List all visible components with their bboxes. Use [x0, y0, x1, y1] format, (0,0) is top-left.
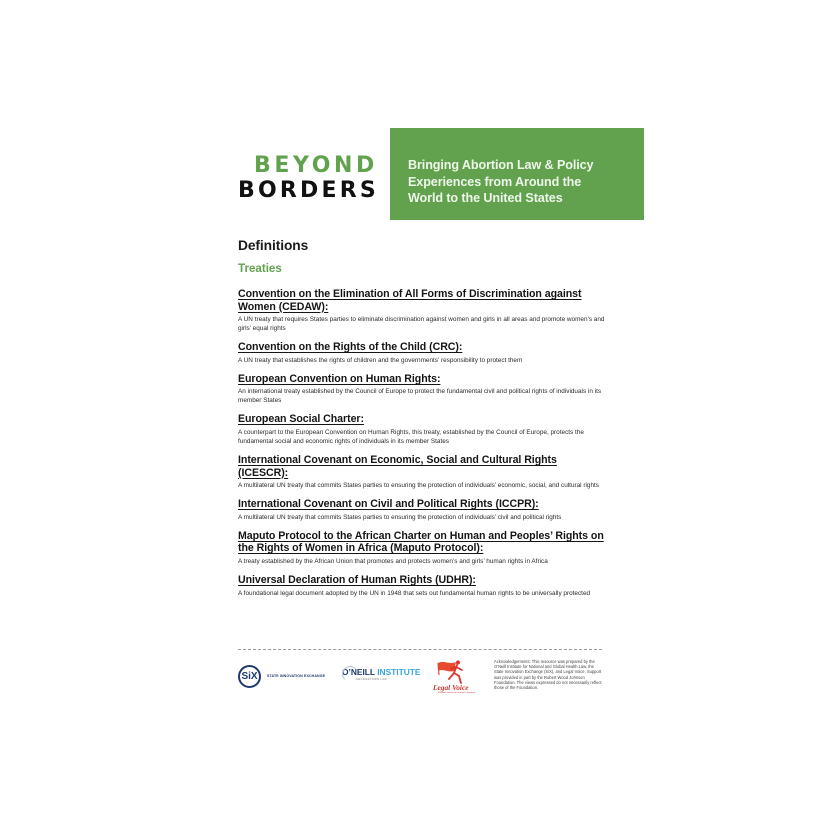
definition-term: International Covenant on Civil and Political Rights (ICCPR):	[238, 498, 539, 511]
page-title: Definitions	[238, 238, 309, 253]
logo-borders: BORDERS	[238, 178, 379, 203]
definitions-section	[238, 237, 606, 606]
six-wordmark: STATE INNOVATION EXCHANGE	[267, 674, 326, 678]
definition-description: A UN treaty that requires States parties to eliminate discrimination against women and girls in all areas and promote women’s and girls’ equal rights	[238, 316, 605, 333]
definition-list	[238, 288, 606, 598]
legal-voice-wordmark: Legal Voice	[433, 683, 469, 692]
footer-divider	[238, 649, 602, 650]
six-logo	[238, 664, 325, 688]
definition-item-crc	[238, 341, 606, 365]
definition-item-cedaw	[238, 288, 606, 333]
header-banner	[390, 128, 644, 220]
banner-line: Experiences from Around the	[408, 174, 582, 189]
definition-term: Maputo Protocol to the African Charter on Human and Peoples’ Rights on the Rights of Women in Africa (Maputo Protocol):	[238, 529, 604, 555]
logo-beyond: BEYOND	[254, 153, 378, 178]
definition-term: International Covenant on Economic, Social and Cultural Rights (ICESCR):	[238, 453, 557, 479]
banner-line: Bringing Abortion Law & Policy	[408, 158, 594, 172]
oneill-name: O’NEILL	[342, 667, 375, 677]
banner-tagline	[408, 157, 638, 207]
definition-description: A multilateral UN treaty that commits States parties to ensuring the protection of individuals’ economic, social, and cultural rights	[238, 482, 600, 490]
definition-item-echr	[238, 373, 606, 406]
section-subtitle: Treaties	[238, 262, 282, 275]
definition-term: European Convention on Human Rights:	[238, 372, 441, 385]
legal-voice-logo	[432, 659, 482, 697]
definition-term: Universal Declaration of Human Rights (UDHR):	[238, 573, 476, 586]
definition-description: A foundational legal document adopted by the UN in 1948 that sets out fundamental human rights to be universally protected	[238, 589, 591, 597]
definition-description: A multilateral UN treaty that commits States parties to ensuring the protection of individuals’ civil and political rights	[238, 513, 562, 521]
definition-item-maputo	[238, 530, 606, 566]
definition-description: A counterpart to the European Convention on Human Rights, this treaty, established by the Council of Europe, protects the fundamental social and economic rights of individuals in its member States	[238, 428, 584, 445]
definition-term: Convention on the Elimination of All Forms of Discrimination against Women (CEDAW):	[238, 288, 582, 313]
definition-item-udhr	[238, 574, 606, 598]
definition-description: A UN treaty that establishes the rights of children and the governments’ responsibility to protect them	[238, 356, 523, 364]
acknowledgements-text: Acknowledgements: This resource was prepared by the O’Neill Institute for National and Global Health Law, the State Innovation Exchange (SiX), and Legal Voice. Support was provided in part by the Robert Wood Johnson Foundation. The views expressed do not necessarily reflect those of the Foundation.	[494, 659, 602, 691]
definition-term: Convention on the Rights of the Child (CRC):	[238, 341, 463, 354]
legal-voice-tagline: Feminist Justice for Greater Liberation	[438, 692, 476, 694]
six-circle-icon: SiX	[238, 665, 261, 688]
definition-item-iccpr	[238, 498, 606, 522]
oneill-arc-icon	[342, 666, 358, 682]
banner-line: World to the United States	[408, 191, 563, 206]
oneill-institute-logo	[342, 668, 420, 681]
oneill-institute-word: INSTITUTE	[374, 667, 421, 677]
definition-description: A treaty established by the African Union that promotes and protects women’s and girls’ human rights in Africa	[238, 557, 548, 565]
oneill-subtitle: GEORGETOWN LAW	[356, 678, 388, 681]
definition-description: An international treaty established by the Council of Europe to protect the fundamental civil and political rights of individuals in its member States	[238, 388, 602, 405]
definition-term: European Social Charter:	[238, 413, 364, 426]
definition-item-esc	[238, 413, 606, 446]
definition-item-icescr	[238, 454, 606, 490]
